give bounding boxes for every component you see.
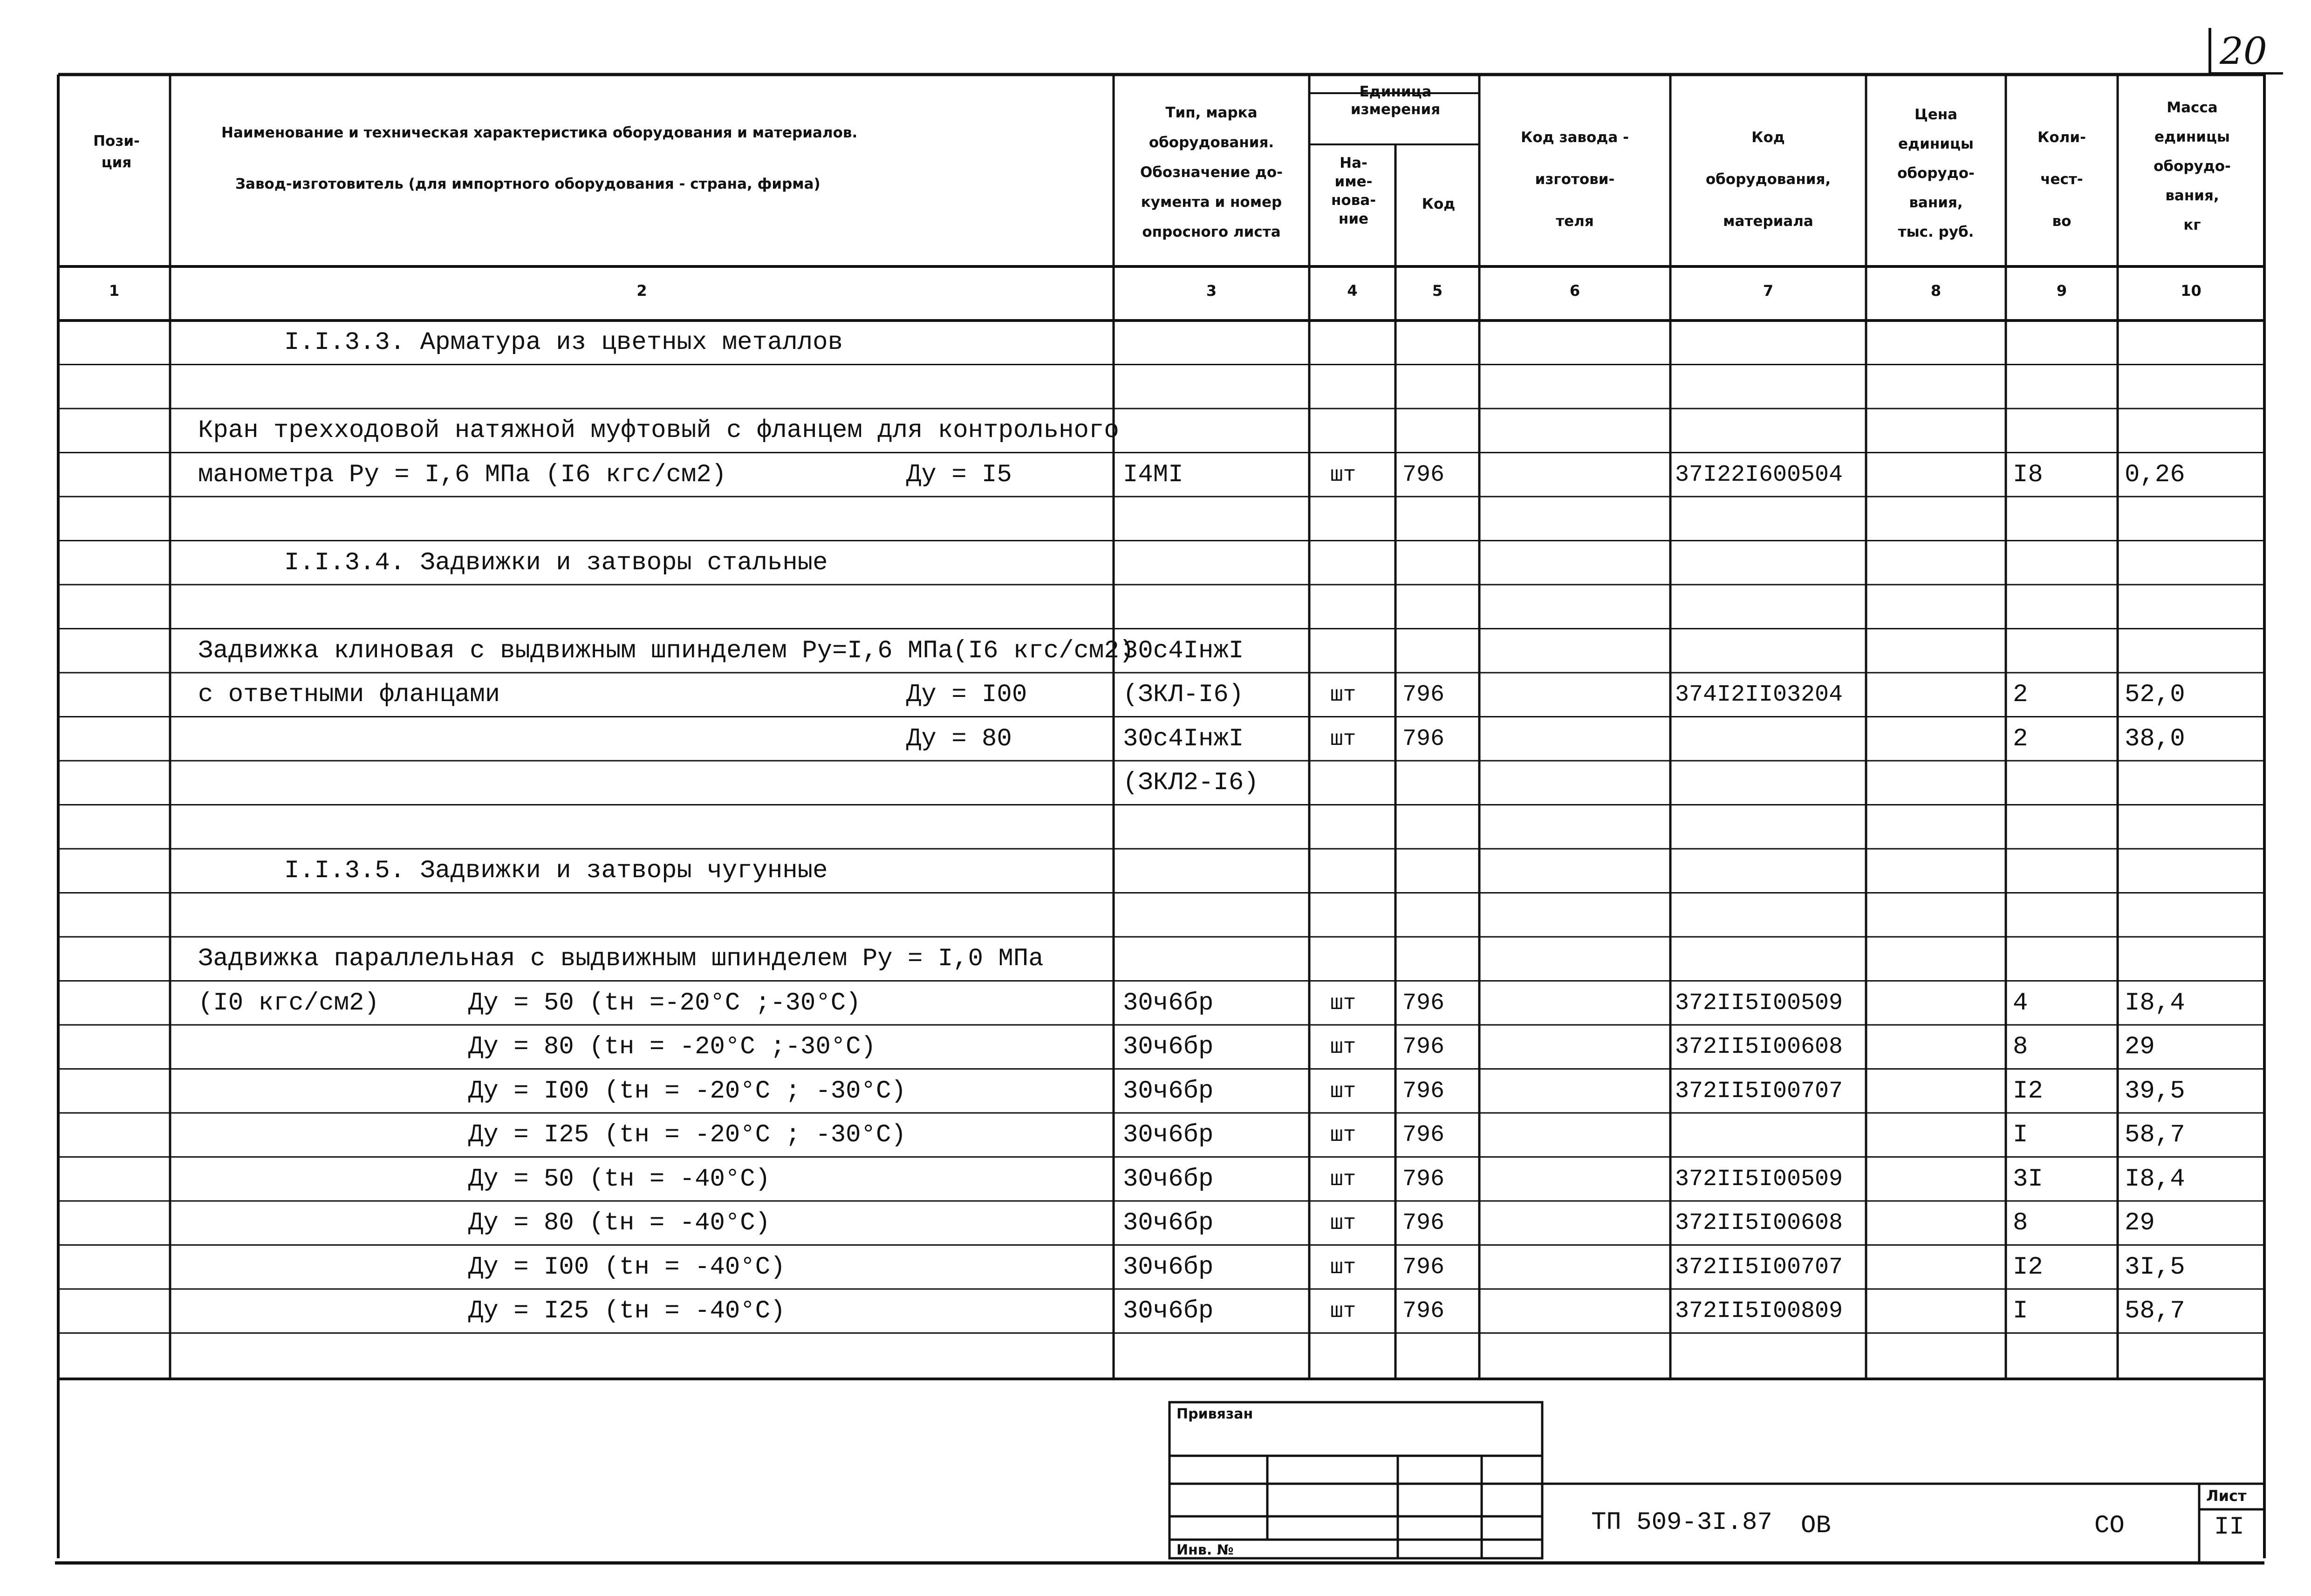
row-qty: I8 — [2013, 460, 2043, 489]
column-number: 7 — [1763, 282, 1774, 300]
row-ucode: 796 — [1402, 1078, 1445, 1105]
row-code: 372II5I00809 — [1675, 1298, 1843, 1324]
row-type: 30ч6бр — [1123, 1209, 1214, 1237]
stamp-doc-code: ТП 509-3I.87 — [1591, 1508, 1772, 1537]
row-code: 372II5I00608 — [1675, 1210, 1843, 1236]
row-qty: I — [2013, 1121, 2028, 1149]
row-qty: 2 — [2013, 681, 2028, 709]
column-number: 3 — [1206, 282, 1217, 300]
row-ucode: 796 — [1402, 989, 1445, 1016]
row-qty: 4 — [2013, 989, 2028, 1017]
header-price: Цена единицы оборудо- вания, тыс. руб. — [1897, 106, 1975, 240]
row-ucode: 796 — [1402, 1254, 1445, 1281]
row-type: 30с4IнжI — [1123, 724, 1244, 753]
stamp-co: СО — [2094, 1512, 2125, 1540]
row-ucode: 796 — [1402, 1210, 1445, 1236]
row-qty: 8 — [2013, 1033, 2028, 1061]
row-type: (ЗКЛ-I6) — [1123, 681, 1244, 709]
row-du: Ду = 50 (tн =-20°С ;-30°С) — [468, 989, 861, 1017]
header-type: Тип, марка оборудования. Обозначение до- кумента и номер опросного листа — [1140, 104, 1283, 240]
row-du: Ду = I5 — [906, 460, 1012, 489]
row-du: Ду = 80 (tн = -40°С) — [468, 1209, 771, 1237]
row-code: 372II5I00707 — [1675, 1078, 1843, 1105]
column-number: 6 — [1569, 282, 1580, 300]
row-qty: I2 — [2013, 1253, 2043, 1282]
row-mass: 39,5 — [2125, 1077, 2185, 1105]
row-unit: шт — [1330, 991, 1356, 1016]
header-quantity: Коли- чест- во — [2038, 129, 2086, 230]
stamp-list-label: Лист — [2206, 1487, 2247, 1505]
row-mass: 3I,5 — [2125, 1253, 2185, 1282]
header-unit-group: Единица измерения — [1350, 83, 1441, 118]
row-unit: шт — [1330, 1167, 1356, 1192]
row-mass: I8,4 — [2125, 1165, 2185, 1194]
sheet-number: 20 — [2208, 28, 2283, 75]
header-name-line2: Завод-изготовитель (для импортного оборудования - страна, фирма) — [235, 176, 820, 192]
row-type: 30ч6бр — [1123, 1165, 1214, 1194]
row-unit: шт — [1330, 1079, 1356, 1104]
row-ucode: 796 — [1402, 1122, 1445, 1148]
row-qty: 2 — [2013, 724, 2028, 753]
row-name: Задвижка параллельная с выдвижным шпинделем Ру = I,0 МПа — [198, 945, 1044, 973]
column-number: 9 — [2056, 282, 2067, 300]
row-ucode: 796 — [1402, 1034, 1445, 1060]
row-du: Ду = 80 (tн = -20°С ;-30°С) — [468, 1033, 876, 1061]
row-code: 374I2II03204 — [1675, 682, 1843, 708]
row-du: Ду = I00 (tн = -20°С ; -30°С) — [468, 1077, 906, 1105]
row-mass: 58,7 — [2125, 1121, 2185, 1149]
row-qty: I2 — [2013, 1077, 2043, 1105]
row-code: 372II5I00509 — [1675, 989, 1843, 1016]
row-unit: шт — [1330, 1123, 1356, 1147]
column-number: 8 — [1930, 282, 1942, 300]
row-name: манометра Ру = I,6 МПа (I6 кгс/см2) — [198, 460, 727, 489]
row-type: 30ч6бр — [1123, 1121, 1214, 1149]
header-unit-name: На- име- нова- ние — [1331, 155, 1376, 227]
row-type: 30ч6бр — [1123, 1033, 1214, 1061]
row-mass: 58,7 — [2125, 1297, 2185, 1325]
row-code: 372II5I00608 — [1675, 1034, 1843, 1060]
row-ucode: 796 — [1402, 1298, 1445, 1324]
row-name: I.I.3.5. Задвижки и затворы чугунные — [284, 857, 828, 885]
row-mass: 29 — [2125, 1033, 2155, 1061]
row-du: Ду = I25 (tн = -40°С) — [468, 1297, 786, 1325]
row-ucode: 796 — [1402, 725, 1445, 752]
row-du: Ду = 80 — [906, 724, 1012, 753]
row-name: I.I.3.3. Арматура из цветных металлов — [284, 328, 843, 357]
header-name-line1: Наименование и техническая характеристика оборудования и материалов. — [221, 124, 858, 141]
row-code: 37I22I600504 — [1675, 461, 1843, 488]
row-ucode: 796 — [1402, 461, 1445, 488]
row-name: с ответными фланцами — [198, 681, 500, 709]
header-plant-code: Код завода - изготови- теля — [1521, 129, 1629, 230]
row-name: Кран трехходовой натяжной муфтовый с фланцем для контрольного — [198, 416, 1119, 445]
row-name: Задвижка клиновая с выдвижным шпинделем Ру=I,6 МПа(I6 кгс/см2) — [198, 636, 1135, 665]
column-number: 4 — [1347, 282, 1358, 300]
row-name: (I0 кгс/см2) — [198, 989, 379, 1017]
column-number: 10 — [2181, 282, 2202, 300]
row-ucode: 796 — [1402, 682, 1445, 708]
row-du: Ду = 50 (tн = -40°С) — [468, 1165, 771, 1194]
stamp-inv: Инв. № — [1176, 1542, 1234, 1558]
stamp-list-value: II — [2214, 1513, 2244, 1541]
header-unit-code: Код — [1422, 196, 1456, 212]
column-number: 5 — [1432, 282, 1443, 300]
row-unit: шт — [1330, 683, 1356, 707]
row-du: Ду = I00 (tн = -40°С) — [468, 1253, 786, 1282]
row-unit: шт — [1330, 463, 1356, 487]
row-type: 30ч6бр — [1123, 1253, 1214, 1282]
row-mass: 29 — [2125, 1209, 2155, 1237]
row-du: Ду = I25 (tн = -20°С ; -30°С) — [468, 1121, 906, 1149]
stamp-privyazan: Привязан — [1176, 1406, 1253, 1422]
row-unit: шт — [1330, 1255, 1356, 1280]
header-position: Пози- ция — [93, 133, 140, 171]
column-number: 2 — [636, 282, 647, 300]
row-type: 30ч6бр — [1123, 989, 1214, 1017]
row-mass: I8,4 — [2125, 989, 2185, 1017]
row-du: Ду = I00 — [906, 681, 1027, 709]
row-qty: 8 — [2013, 1209, 2028, 1237]
row-unit: шт — [1330, 727, 1356, 751]
row-ucode: 796 — [1402, 1166, 1445, 1193]
row-type: (ЗКЛ2-I6) — [1123, 769, 1259, 797]
row-unit: шт — [1330, 1211, 1356, 1235]
header-equipment-code: Код оборудования, материала — [1705, 129, 1831, 230]
row-mass: 52,0 — [2125, 681, 2185, 709]
column-number: 1 — [109, 282, 120, 300]
row-unit: шт — [1330, 1299, 1356, 1323]
row-qty: 3I — [2013, 1165, 2043, 1194]
row-type: 30ч6бр — [1123, 1077, 1214, 1105]
row-mass: 38,0 — [2125, 724, 2185, 753]
row-qty: I — [2013, 1297, 2028, 1325]
row-mass: 0,26 — [2125, 460, 2185, 489]
row-type: 30ч6бр — [1123, 1297, 1214, 1325]
row-type: 30с4IнжI — [1123, 636, 1244, 665]
header-mass: Масса единицы оборудо- вания, кг — [2154, 99, 2231, 233]
row-unit: шт — [1330, 1035, 1356, 1059]
row-code: 372II5I00707 — [1675, 1254, 1843, 1281]
row-name: I.I.3.4. Задвижки и затворы стальные — [284, 548, 828, 577]
row-code: 372II5I00509 — [1675, 1166, 1843, 1193]
row-type: I4MI — [1123, 460, 1183, 489]
stamp-ov: ОВ — [1801, 1512, 1831, 1540]
